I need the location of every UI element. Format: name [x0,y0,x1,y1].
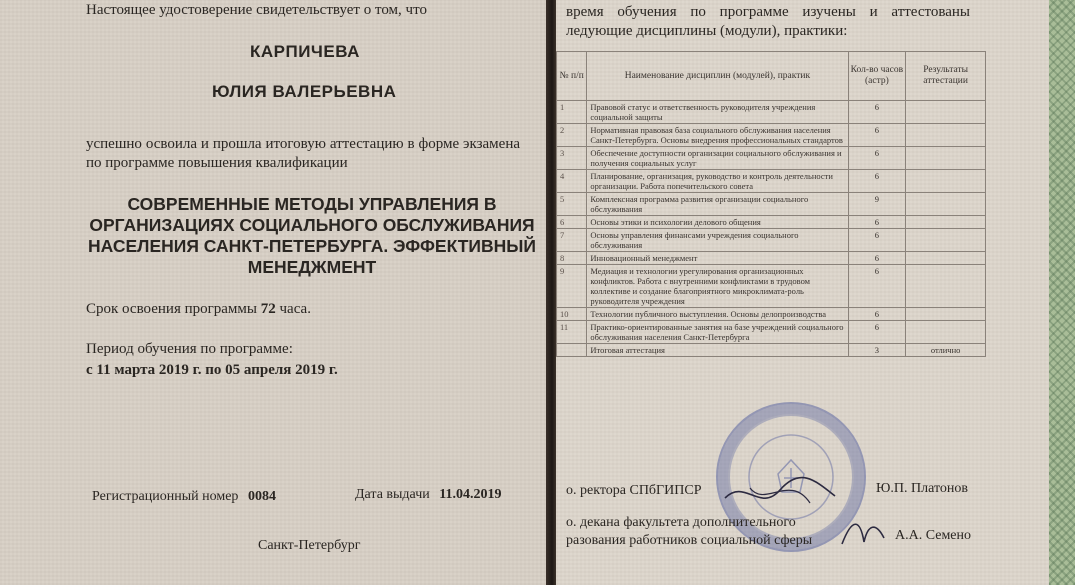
duration-unit: часа. [279,301,311,317]
discipline-name: Технологии публичного выступления. Основы делопроизводства [587,308,848,321]
row-number: 5 [557,193,587,216]
discipline-hours: 6 [848,229,906,252]
header-num: № п/п [557,52,587,101]
period-label: Период обучения по программе: [86,341,293,357]
table-row [557,321,986,344]
discipline-result [906,124,986,147]
row-number: 9 [557,265,587,308]
discipline-name: Обеспечение доступности организации социального обслуживания и получения социальных услуг [587,147,848,170]
discipline-hours: 6 [848,101,906,124]
rector-label: о. ректора СПбГИПСР [566,483,702,498]
discipline-result [906,308,986,321]
disciplines-heading: время обучения по программе изучены и аттестованы ледующие дисциплины (модули), практики: [566,4,970,39]
rector-signature-icon [720,468,840,518]
table-row [557,344,986,357]
disciplines-table [556,51,986,357]
registration-value: 0084 [247,489,276,504]
issue-date-label: Дата выдачи [355,487,430,502]
table-row [557,193,986,216]
row-number: 4 [557,170,587,193]
intro-text: Настоящее удостоверение свидетельствует о том, что [86,2,427,18]
rector-name: Ю.П. Платонов [876,481,968,496]
holder-surname: КАРПИЧЕВА [250,42,360,61]
row-number: 8 [557,252,587,265]
row-number: 2 [557,124,587,147]
table-row [557,252,986,265]
discipline-result [906,321,986,344]
discipline-name: Практико-ориентированные занятия на базе учреждений социального обслуживания населения Санкт-Петербурга [587,321,848,344]
discipline-hours: 6 [848,216,906,229]
discipline-name: Комплексная программа развития организации социального обслуживания [587,193,848,216]
table-row [557,170,986,193]
discipline-name: Правовой статус и ответственность руководителя учреждения социальной защиты [587,101,848,124]
issue-date [355,487,501,503]
right-guilloche-border [1049,0,1075,585]
row-number [557,344,587,357]
dean-label: о. декана факультета дополнительного разования работников социальной сферы [566,515,813,548]
header-result: Результаты аттестации [906,52,986,101]
table-row [557,147,986,170]
discipline-hours: 6 [848,147,906,170]
issue-date-value: 11.04.2019 [439,487,502,502]
discipline-result [906,193,986,216]
registration-label: Регистрационный номер [92,489,239,504]
discipline-name: Медиация и технологии урегулирования организационных конфликтов. Работа с внутренними конфликтами в трудовом коллективе и создание благоприятного микроклимата-роль руководителя учреждения [587,265,848,308]
discipline-hours: 9 [848,193,906,216]
table-row [557,124,986,147]
discipline-result [906,216,986,229]
table-header-row [557,52,986,101]
disciplines-table-body [557,101,986,357]
row-number: 10 [557,308,587,321]
discipline-name: Основы управления финансами учреждения социального обслуживания [587,229,848,252]
table-row [557,101,986,124]
table-row [557,265,986,308]
discipline-name: Нормативная правовая база социального обслуживания населения Санкт-Петербурга. Основы внедрения профессиональных стандартов [587,124,848,147]
program-duration [86,301,311,318]
discipline-result [906,265,986,308]
issue-city: Санкт-Петербург [258,538,361,553]
dean-name: А.А. Семено [895,528,972,543]
discipline-result [906,170,986,193]
registration-number [92,489,276,505]
discipline-result [906,101,986,124]
dean-signature-icon [838,514,888,550]
discipline-hours: 6 [848,321,906,344]
discipline-name: Инновационный менеджмент [587,252,848,265]
period-value: с 11 марта 2019 г. по 05 апреля 2019 г. [86,362,338,378]
row-number: 11 [557,321,587,344]
discipline-name: Итоговая аттестация [587,344,848,357]
duration-value: 72 [260,301,276,317]
header-name: Наименование дисциплин (модулей), практик [587,52,848,101]
program-title: СОВРЕМЕННЫЕ МЕТОДЫ УПРАВЛЕНИЯ В ОРГАНИЗАЦИЯХ СОЦИАЛЬНОГО ОБСЛУЖИВАНИЯ НАСЕЛЕНИЯ САНКТ-ПЕТЕРБУРГА. ЭФФЕКТИВНЫЙ МЕНЕДЖМЕНТ [88,194,536,277]
discipline-hours: 6 [848,265,906,308]
discipline-hours: 6 [848,308,906,321]
duration-label: Срок освоения программы [86,301,257,317]
discipline-hours: 6 [848,170,906,193]
table-row [557,229,986,252]
discipline-result [906,252,986,265]
discipline-hours: 3 [848,344,906,357]
header-hours: Кол-во часов (астр) [848,52,906,101]
table-row [557,308,986,321]
row-number: 1 [557,101,587,124]
row-number: 3 [557,147,587,170]
discipline-name: Основы этики и психологии делового общения [587,216,848,229]
table-row [557,216,986,229]
holder-given-names: ЮЛИЯ ВАЛЕРЬЕВНА [212,82,397,101]
row-number: 7 [557,229,587,252]
discipline-result: отлично [906,344,986,357]
discipline-hours: 6 [848,252,906,265]
completion-statement: успешно освоила и прошла итоговую аттестацию в форме экзамена по программе повышения квалификации [86,136,520,171]
row-number: 6 [557,216,587,229]
discipline-result [906,147,986,170]
discipline-name: Планирование, организация, руководство и контроль деятельности организации. Работа попечительского совета [587,170,848,193]
discipline-hours: 6 [848,124,906,147]
discipline-result [906,229,986,252]
